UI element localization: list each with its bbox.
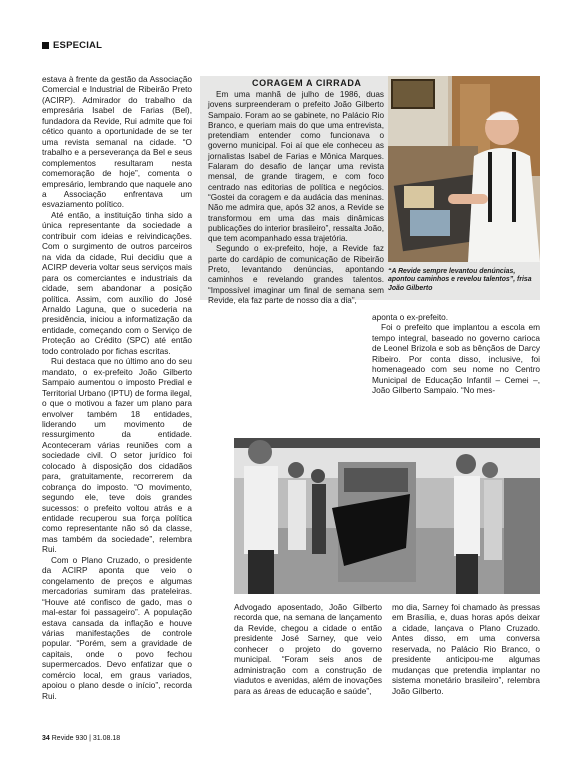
section-label: [42, 40, 102, 51]
paragraph: mo dia, Sarney foi chamado às pressas em Brasília, e, duas horas após deixar a cidade, lançava o Plano Cruzado. Antes disso, em uma conversa reservada, no Palácio Rio Branco, o presidente anticipou-me algumas mudanças que pretendia implantar no sistema monetário brasileiro”, relembra João Gilberto.: [392, 602, 540, 696]
paragraph: aponta o ex-prefeito.: [372, 312, 449, 322]
paragraph: Advogado aposentado, João Gilberto recorda que, na semana de lançamento da Revide, chegou a cidade o então presidente José Sarney, que veio conhecer o projeto do governo municipal. “Foram seis anos de administração com a construção de viadutos e avenidas, além de inovações para as áreas de educação e saúde”,: [234, 602, 382, 696]
photo-man-image: [388, 76, 540, 262]
paragraph: Foi o prefeito que implantou a escola em tempo integral, baseado no governo carioca de Leonel Brizola e sob as bênçãos de Darcy Ribeiro. Por conta disso, inclusive, foi homenageado com seu nome no Centro Municipal de Educação Infantil – Cemei –, João Gilberto Sampaio. “No mes-: [372, 322, 540, 396]
sidebar-text: [208, 90, 384, 306]
paragraph: Com o Plano Cruzado, o presidente da ACIRP aponta que veio o congelamento de preços e algumas mercadorias sumiram das prateleiras. “Houve até confisco de gado, mas o mal-estar foi passageiro”. A população estava cansada da inflação e houve várias manifestações de controle popular. “Porém, sem a gravidade de capitais, onde o povo fechou supermercados. Devo enfatizar que o comércio local, em graus variados, apoiou o plano desde o início”, recorda Rui.: [42, 554, 192, 701]
photo-ceremony: [234, 438, 540, 594]
bottom-column-2: [392, 602, 540, 696]
magazine-name: Revide 930: [51, 735, 88, 742]
photo-caption: “A Revide sempre levantou denúncias, apontou caminhos e revelou talentos”, frisa João Gilberto: [388, 268, 532, 292]
section-title: ESPECIAL: [53, 40, 103, 51]
paragraph: Até então, a instituição tinha sido a única representante da sociedade a contribuir com ideias e reivindicações. Com o surgimento de outros parceiros na vida da cidade, Rui decidiu que a ACIRP deveria voltar seus serviços mais para os comerciantes e industriais da cidade, sem abandonar a posição política. Assim, com auxílio do José Arnaldo Laguna, que o sucederia na presidência, iniciou a informatização da entidade, começando com o Serviço de Proteção ao Crédito (SPC) até então todo controlado por fichas escritas.: [42, 209, 192, 356]
sidebar-paragraph: Segundo o ex-prefeito, hoje, a Revide faz parte do cardápio de comunicação de Ribeirão Preto, levantando denúncias, apontando caminhos e revelando grandes talentos. “Impossível imaginar um final de semana sem Revide, ela faz parte de nosso dia a dia”,: [208, 244, 384, 305]
ceremony-bw-image: [234, 438, 540, 594]
page-number: 34: [42, 735, 50, 742]
section-square-icon: [42, 42, 49, 49]
left-column: [42, 74, 192, 701]
photo-joao-gilberto: [388, 76, 540, 262]
bottom-column-1: [234, 602, 382, 696]
paragraph: Rui destaca que no último ano do seu mandato, o ex-prefeito João Gilberto Sampaio aumentou o imposto Predial e Territorial Urbano (IPTU) de forma ilegal, o que o motivou a fazer um plano para envolver também 18 entidades, liderando um movimento de ressurgimento da entidade. Aconteceram várias reuniões com a sociedade civil. O setor jurídico foi colocado à disposição dos cidadãos para, gratuitamente, recorrerem da cobrança do imposto. “O movimento, segundo ele, teve dois grandes sucessos: o prefeito voltou atrás e a entidade recuperou sua força política como representante não só da classe, mas também da sociedade”, relembra Rui.: [42, 356, 192, 555]
sidebar-title: CORAGEM A CIRRADA: [252, 78, 362, 88]
paragraph: estava à frente da gestão da Associação Comercial e Industrial de Ribeirão Preto (ACIRP). Admirador do trabalho da empresária Isabel de Farias (Bel), fundadora da Revide, Rui admite que foi cético quanto a oportunidade de se ter uma revista semanal na cidade. “O trabalho e a perseverança da Bel e seus complementos resultaram nesta comemoração de hoje”, comenta o empresário, lembrando que naquele ano a Associação enfrentava um esvaziamento político.: [42, 74, 192, 210]
issue-date: 31.08.18: [92, 735, 121, 742]
right-column-top: [372, 312, 540, 396]
sidebar-paragraph: Em uma manhã de julho de 1986, duas jovens surpreenderam o prefeito João Gilberto Sampaio. Foram ao se gabinete, no Palácio Rio Branco, e queriam mais do que uma entrevista, pretendiam entender como funcionava o governo municipal. Foi aí que ele conheceu as jornalistas Isabel de Farias e Mônica Marques. Falaram do desafio de lançar uma revista mensal, de grande tiragem, e com foco centrado nas editorias de política e negócios. “Gostei da coragem e da audácia das meninas. Não me admira que, após 32 anos, a Revide se transformou em uma das mais dinâmicas publicações do interior brasileiro”, ressalta João, que tem acompanhado essa trajetória.: [208, 90, 384, 244]
page-footer: 34 Revide 930 | 31.08.18: [42, 735, 121, 742]
